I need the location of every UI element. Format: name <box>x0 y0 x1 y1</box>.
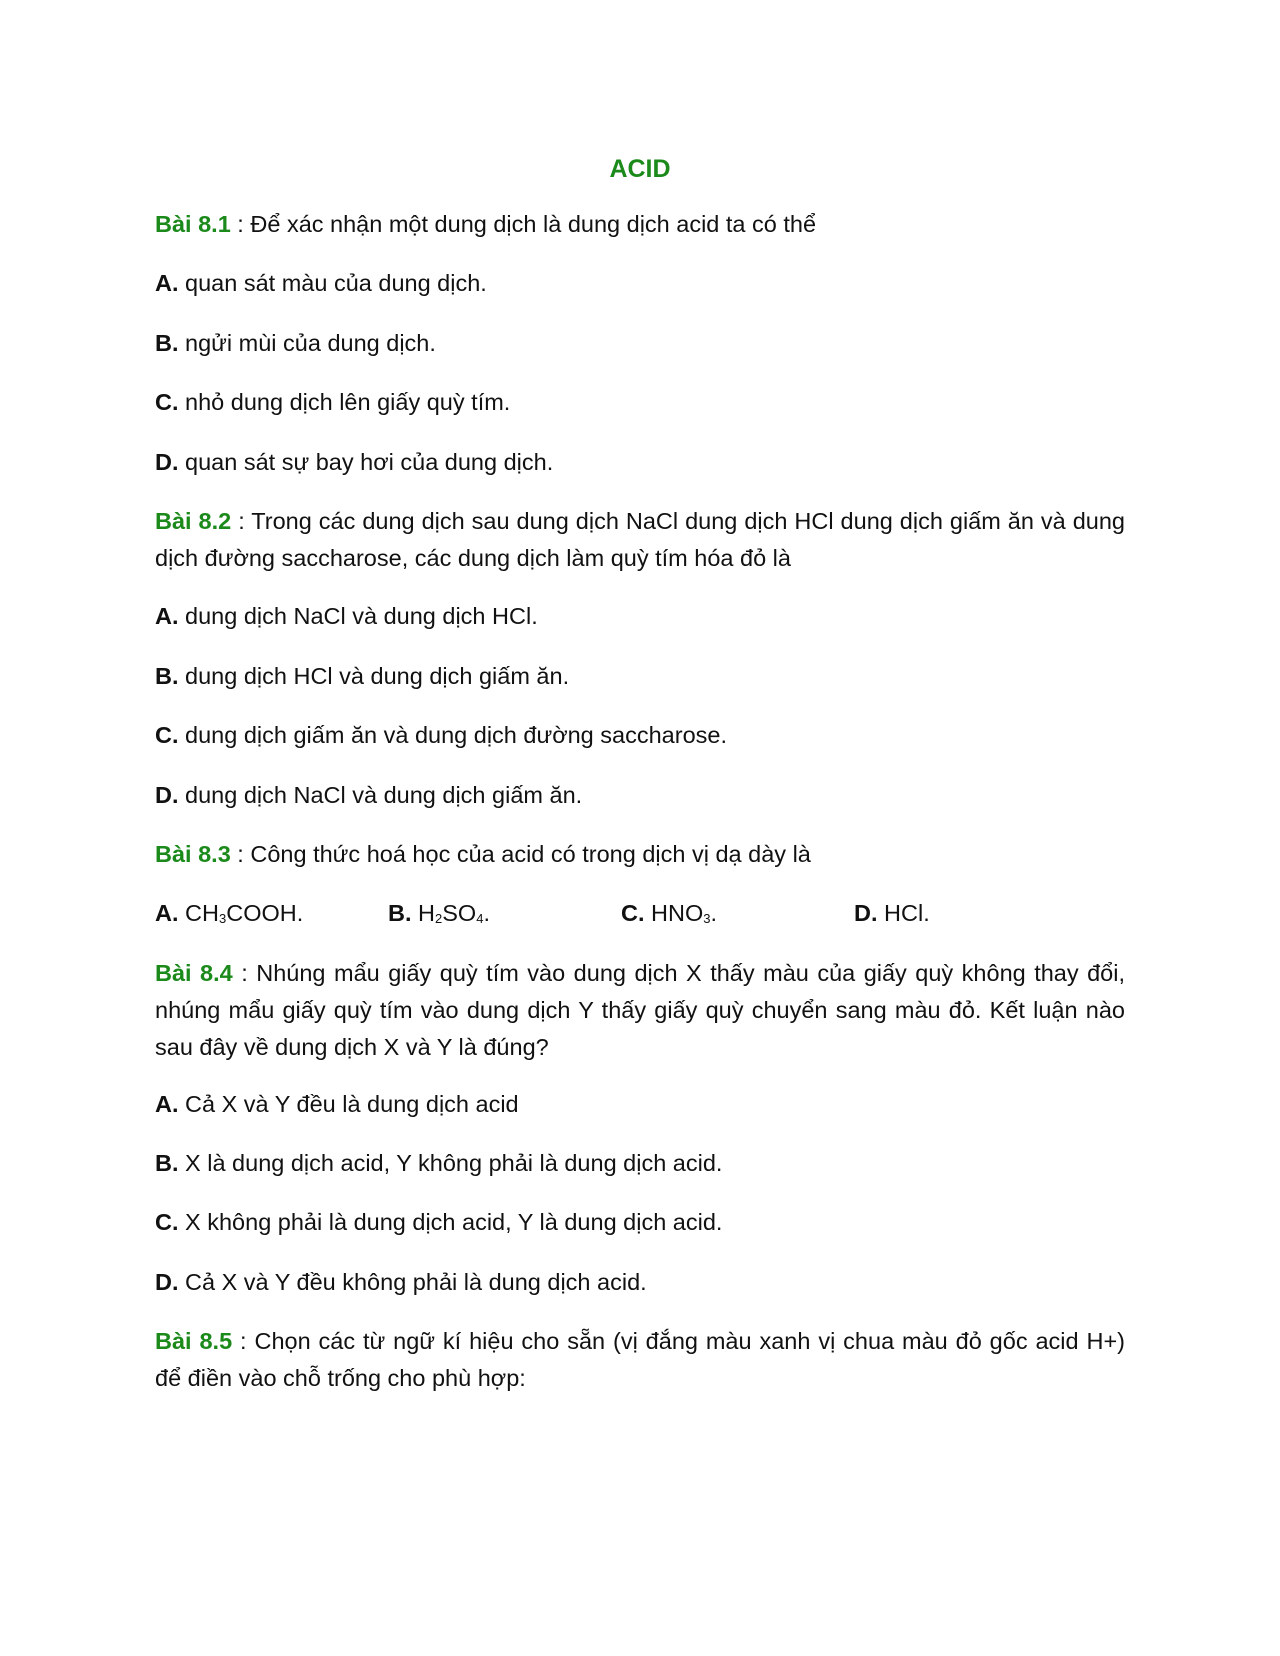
option-a <box>155 265 1125 302</box>
question-label: Bài 8.5 <box>155 1328 233 1354</box>
option-label: B. <box>155 663 179 689</box>
option-text: X là dung dịch acid, Y không phải là dung dịch acid. <box>178 1150 723 1176</box>
formula-subscript: 3 <box>703 911 711 926</box>
question-text: Chọn các từ ngữ kí hiệu cho sẵn (vị đắng màu xanh vị chua màu đỏ gốc acid H+) để điền vào chỗ trống cho phù hợp: <box>155 1328 1125 1391</box>
option-label: B. <box>155 330 179 356</box>
question-text: Nhúng mẩu giấy quỳ tím vào dung dịch X thấy màu của giấy quỳ không thay đổi, nhúng mẩu giấy quỳ tím vào dung dịch Y thấy giấy quỳ chuyển sang màu đỏ. Kết luận nào sau đây về dung dịch X và Y là đúng? <box>155 960 1125 1060</box>
option-label: A. <box>155 603 179 629</box>
option-text: X không phải là dung dịch acid, Y là dung dịch acid. <box>178 1209 723 1235</box>
formula-subscript: 2 <box>435 911 443 926</box>
option-a <box>155 895 303 937</box>
question-separator: : <box>231 508 252 534</box>
option-b <box>155 1145 1125 1182</box>
formula-part: CH <box>178 900 219 926</box>
option-label: A. <box>155 900 179 926</box>
option-label: C. <box>621 900 645 926</box>
formula-part: . <box>710 900 718 926</box>
question-8-4 <box>155 955 1125 1066</box>
question-8-2 <box>155 503 1125 577</box>
option-text: dung dịch NaCl và dung dịch HCl. <box>178 603 538 629</box>
question-label: Bài 8.1 <box>155 211 231 237</box>
option-text: quan sát màu của dung dịch. <box>178 270 487 296</box>
option-label: A. <box>155 1091 179 1117</box>
option-label: C. <box>155 722 179 748</box>
option-text: nhỏ dung dịch lên giấy quỳ tím. <box>178 389 511 415</box>
option-label: A. <box>155 270 179 296</box>
formula-part: SO <box>442 900 477 926</box>
option-text: dung dịch giấm ăn và dung dịch đường saccharose. <box>178 722 727 748</box>
option-text: dung dịch HCl và dung dịch giấm ăn. <box>178 663 570 689</box>
option-label: C. <box>155 389 179 415</box>
question-text: Để xác nhận một dung dịch là dung dịch acid ta có thể <box>250 211 817 237</box>
option-b <box>388 895 490 937</box>
formula-part: HCl. <box>877 900 930 926</box>
option-label: C. <box>155 1209 179 1235</box>
formula-subscript: 3 <box>218 911 227 926</box>
option-text: ngửi mùi của dung dịch. <box>178 330 436 356</box>
question-separator: : <box>232 960 257 986</box>
page-title: ACID <box>609 155 671 183</box>
option-text: quan sát sự bay hơi của dung dịch. <box>178 449 554 475</box>
option-c <box>155 1204 1125 1241</box>
option-label: D. <box>854 900 878 926</box>
question-text: Trong các dung dịch sau dung dịch NaCl dung dịch HCl dung dịch giấm ăn và dung dịch đường saccharose, các dung dịch làm quỳ tím hóa đỏ là <box>155 508 1125 571</box>
option-a <box>155 598 1125 635</box>
formula-part: HNO <box>644 900 704 926</box>
question-separator: : <box>230 211 251 237</box>
option-b <box>155 325 1125 362</box>
option-text: Cả X và Y đều không phải là dung dịch acid. <box>178 1269 647 1295</box>
question-text: Công thức hoá học của acid có trong dịch vị dạ dày là <box>250 841 811 867</box>
option-d <box>155 1264 1125 1301</box>
formula-subscript: 4 <box>476 911 484 926</box>
option-c <box>621 895 717 937</box>
option-label: B. <box>388 900 412 926</box>
formula-part: . <box>483 900 490 926</box>
option-c <box>155 384 1125 421</box>
question-separator: : <box>230 841 251 867</box>
option-text: dung dịch NaCl và dung dịch giấm ăn. <box>178 782 583 808</box>
question-label: Bài 8.4 <box>155 960 233 986</box>
option-d <box>155 777 1125 814</box>
question-8-3 <box>155 836 1125 873</box>
option-label: B. <box>155 1150 179 1176</box>
question-label: Bài 8.2 <box>155 508 232 534</box>
option-text: Cả X và Y đều là dung dịch acid <box>178 1091 519 1117</box>
question-8-5 <box>155 1323 1125 1397</box>
option-d <box>854 895 930 932</box>
option-a <box>155 1086 1125 1123</box>
question-separator: : <box>232 1328 255 1354</box>
option-label: D. <box>155 782 179 808</box>
option-b <box>155 658 1125 695</box>
question-label: Bài 8.3 <box>155 841 231 867</box>
option-label: D. <box>155 1269 179 1295</box>
formula-part: H <box>411 900 435 926</box>
question-8-1 <box>155 206 1125 243</box>
formula-part: COOH. <box>226 900 304 926</box>
option-c <box>155 717 1125 754</box>
option-label: D. <box>155 449 179 475</box>
option-d <box>155 444 1125 481</box>
